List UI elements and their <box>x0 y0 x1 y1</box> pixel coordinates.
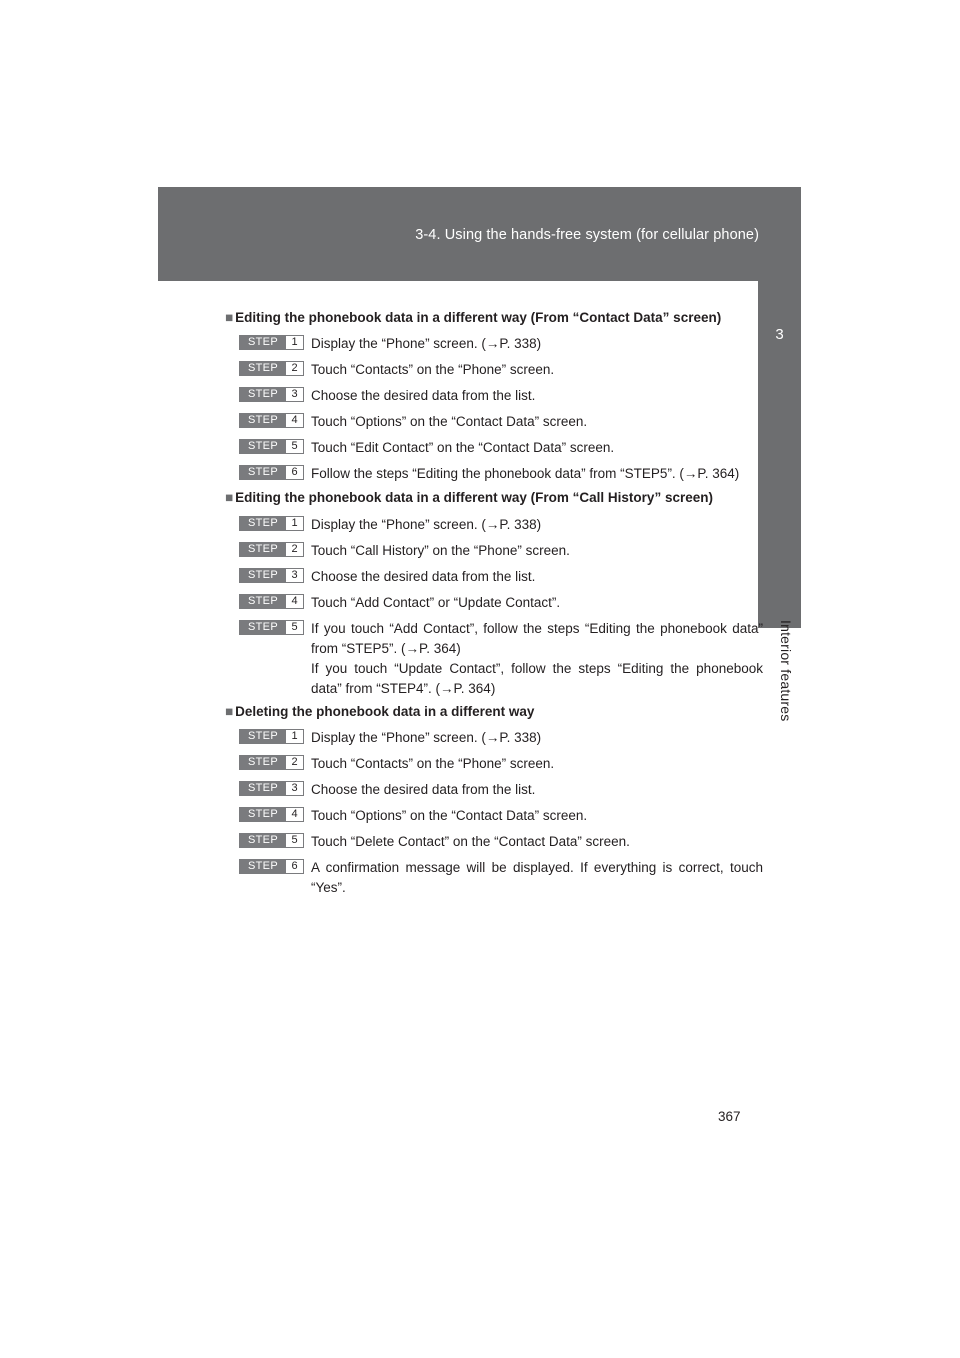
page-number: 367 <box>718 1109 741 1124</box>
step-text <box>311 832 763 852</box>
step-text <box>311 386 763 406</box>
step-badge <box>239 413 304 428</box>
step-badge-label: STEP <box>240 756 286 769</box>
step-badge-label: STEP <box>240 569 286 582</box>
step-badge <box>239 781 304 796</box>
step-badge-number: 2 <box>286 756 303 769</box>
section-title <box>225 704 534 719</box>
step-badge <box>239 568 304 583</box>
step-text-line: Touch “Delete Contact” on the “Contact Data” screen. <box>311 834 630 849</box>
step-badge-number: 5 <box>286 834 303 847</box>
step-badge <box>239 729 304 744</box>
step-text-line: Touch “Contacts” on the “Phone” screen. <box>311 756 555 771</box>
step-badge <box>239 859 304 874</box>
step-badge-label: STEP <box>240 860 286 873</box>
step-text <box>311 464 763 484</box>
step-badge-number: 1 <box>286 336 303 349</box>
step-text-line: Touch “Call History” on the “Phone” screen. <box>311 543 570 558</box>
section-title-text: Editing the phonebook data in a different way (From “Contact Data” screen) <box>235 310 722 325</box>
step-text <box>311 780 763 800</box>
section-title <box>225 310 721 325</box>
step-badge-number: 6 <box>286 466 303 479</box>
section-title-text: Deleting the phonebook data in a different way <box>235 704 535 719</box>
step-badge-number: 3 <box>286 569 303 582</box>
step-badge <box>239 387 304 402</box>
step-text-line: Display the “Phone” screen. (→P. 338) <box>311 517 542 532</box>
step-badge-label: STEP <box>240 336 286 349</box>
chapter-side-label: Interior features <box>778 620 794 722</box>
square-bullet-icon: ■ <box>225 704 234 719</box>
step-badge-label: STEP <box>240 362 286 375</box>
step-badge <box>239 755 304 770</box>
step-badge-label: STEP <box>240 782 286 795</box>
step-badge-label: STEP <box>240 517 286 530</box>
step-badge <box>239 594 304 609</box>
step-text <box>311 438 763 458</box>
step-badge-number: 4 <box>286 808 303 821</box>
step-badge-label: STEP <box>240 730 286 743</box>
step-text-line: Display the “Phone” screen. (→P. 338) <box>311 730 542 745</box>
step-badge <box>239 620 304 635</box>
step-badge <box>239 516 304 531</box>
step-badge-label: STEP <box>240 621 286 634</box>
step-text-line: A confirmation message will be displayed. If everything is correct, touch “Yes”. <box>311 860 763 895</box>
step-text-line: If you touch “Update Contact”, follow the steps “Editing the phonebook data” from “STEP4”. (→P. 364) <box>311 661 763 696</box>
square-bullet-icon: ■ <box>225 490 234 505</box>
chapter-side-tab <box>758 281 801 628</box>
step-badge-number: 3 <box>286 388 303 401</box>
step-badge-number: 2 <box>286 543 303 556</box>
step-text-line: Touch “Options” on the “Contact Data” screen. <box>311 414 588 429</box>
step-text-line: Follow the steps “Editing the phonebook data” from “STEP5”. (→P. 364) <box>311 466 740 481</box>
step-text-line: If you touch “Add Contact”, follow the steps “Editing the phonebook data” from “STEP5”. (→P. 364) <box>311 621 763 656</box>
step-badge <box>239 335 304 350</box>
step-badge-label: STEP <box>240 543 286 556</box>
step-badge <box>239 542 304 557</box>
step-text <box>311 334 763 354</box>
step-text <box>311 567 763 587</box>
step-badge-label: STEP <box>240 388 286 401</box>
step-text <box>311 412 763 432</box>
chapter-header <box>158 187 801 281</box>
step-badge-number: 4 <box>286 595 303 608</box>
chapter-number: 3 <box>775 326 784 343</box>
step-text <box>311 806 763 826</box>
step-badge-label: STEP <box>240 440 286 453</box>
step-text-line: Touch “Contacts” on the “Phone” screen. <box>311 362 555 377</box>
step-text-line: Touch “Add Contact” or “Update Contact”. <box>311 595 561 610</box>
step-badge-label: STEP <box>240 834 286 847</box>
step-text <box>311 593 763 613</box>
step-text <box>311 541 763 561</box>
step-text <box>311 754 763 774</box>
square-bullet-icon: ■ <box>225 310 234 325</box>
step-badge-number: 1 <box>286 730 303 743</box>
chapter-title: 3-4. Using the hands-free system (for cellular phone) <box>415 227 759 243</box>
step-badge-label: STEP <box>240 466 286 479</box>
step-badge-number: 6 <box>286 860 303 873</box>
section-title <box>225 490 713 505</box>
step-badge <box>239 807 304 822</box>
step-badge-number: 1 <box>286 517 303 530</box>
section-title-text: Editing the phonebook data in a different way (From “Call History” screen) <box>235 490 713 505</box>
step-badge <box>239 361 304 376</box>
step-badge-number: 2 <box>286 362 303 375</box>
step-text <box>311 360 763 380</box>
step-badge <box>239 465 304 480</box>
step-text-line: Choose the desired data from the list. <box>311 782 536 797</box>
step-badge <box>239 439 304 454</box>
step-text-line: Touch “Options” on the “Contact Data” screen. <box>311 808 588 823</box>
step-badge-number: 4 <box>286 414 303 427</box>
step-badge-label: STEP <box>240 414 286 427</box>
step-badge-label: STEP <box>240 595 286 608</box>
step-badge <box>239 833 304 848</box>
step-text-line: Touch “Edit Contact” on the “Contact Data” screen. <box>311 440 615 455</box>
step-text <box>311 515 763 535</box>
step-text-line: Choose the desired data from the list. <box>311 569 536 584</box>
step-badge-number: 3 <box>286 782 303 795</box>
step-text <box>311 619 763 699</box>
step-badge-number: 5 <box>286 621 303 634</box>
step-text <box>311 728 763 748</box>
step-text-line: Display the “Phone” screen. (→P. 338) <box>311 336 542 351</box>
step-text <box>311 858 763 898</box>
step-badge-label: STEP <box>240 808 286 821</box>
step-text-line: Choose the desired data from the list. <box>311 388 536 403</box>
step-badge-number: 5 <box>286 440 303 453</box>
